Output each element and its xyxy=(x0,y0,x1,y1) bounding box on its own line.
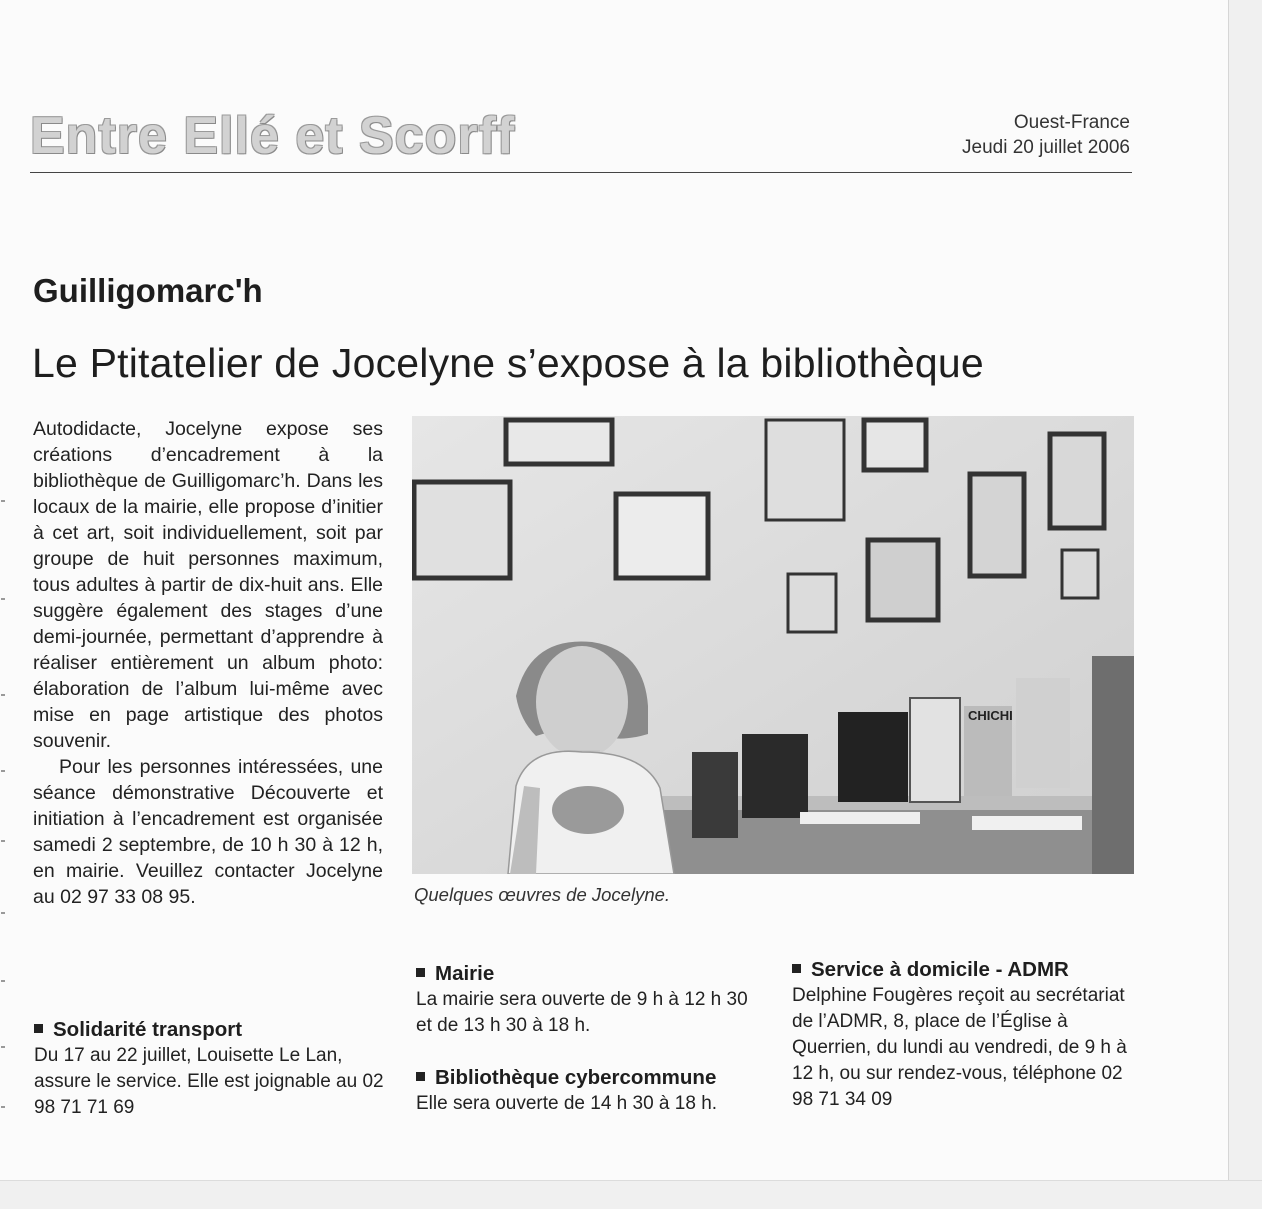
photo-illustration xyxy=(412,416,1134,874)
brief-solidarite xyxy=(34,1016,386,1121)
bullet-square-icon xyxy=(792,964,801,973)
page-bottom-edge xyxy=(0,1180,1262,1209)
brief-mairie-title: Mairie xyxy=(416,960,766,987)
newspaper-name: Ouest-France xyxy=(1013,112,1130,133)
brief-admr-text: Delphine Fougères reçoit au secrétariat de l’ADMR, 8, place de l’Église à Querrien, du lundi au vendredi, de 9 h à 12 h, ou sur rendez-vous, téléphone 02 98 71 34 09 xyxy=(792,985,1127,1110)
bullet-square-icon xyxy=(34,1024,43,1033)
page-edge xyxy=(1228,0,1262,1208)
brief-admr-title: Service à domicile - ADMR xyxy=(792,956,1140,983)
brief-bibliotheque-title: Bibliothèque cybercommune xyxy=(416,1064,776,1091)
article-body xyxy=(33,416,383,910)
brief-mairie-text: La mairie sera ouverte de 9 h à 12 h 30 et de 13 h 30 à 18 h. xyxy=(416,989,748,1036)
bullet-square-icon xyxy=(416,968,425,977)
header-rule xyxy=(30,172,1132,173)
article-paragraph-2: Pour les personnes intéressées, une séance démonstrative Découverte et initiation à l’encadrement est organisée samedi 2 septembre, de 10 h 30 à 12 h, en mairie. Veuillez contacter Jocelyne au 02 97 33 08 95. xyxy=(33,756,383,908)
issue-date: Jeudi 20 juillet 2006 xyxy=(962,137,1130,158)
margin-ticks xyxy=(0,480,8,1180)
article-photo xyxy=(412,416,1134,874)
section-title: Entre Ellé et Scorff xyxy=(30,107,516,165)
brief-solidarite-title: Solidarité transport xyxy=(34,1016,386,1043)
brief-mairie xyxy=(416,960,766,1039)
book-label-chichi: CHICHI xyxy=(968,708,1013,723)
brief-bibliotheque xyxy=(416,1064,776,1117)
masthead xyxy=(962,110,1130,160)
brief-bibliotheque-text: Elle sera ouverte de 14 h 30 à 18 h. xyxy=(416,1093,718,1114)
brief-admr xyxy=(792,956,1140,1113)
article-paragraph-1: Autodidacte, Jocelyne expose ses créations d’encadrement à la bibliothèque de Guilligomarc’h. Dans les locaux de la mairie, elle propose d’initier à cet art, soit individuellement, soit par groupe de huit personnes maximum, tous adultes à partir de dix-huit ans. Elle suggère également des stages d’une demi-journée, permettant d’apprendre à réaliser entièrement un album photo: élaboration de l’album lui-même avec mise en page artistique des photos souvenir. xyxy=(33,418,383,752)
brief-solidarite-text: Du 17 au 22 juillet, Louisette Le Lan, assure le service. Elle est joignable au 02 98 71 71 69 xyxy=(34,1045,384,1118)
town-heading: Guilligomarc'h xyxy=(33,272,263,309)
article-headline: Le Ptitatelier de Jocelyne s’expose à la bibliothèque xyxy=(32,340,984,386)
photo-caption: Quelques œuvres de Jocelyne. xyxy=(414,884,671,905)
bullet-square-icon xyxy=(416,1072,425,1081)
